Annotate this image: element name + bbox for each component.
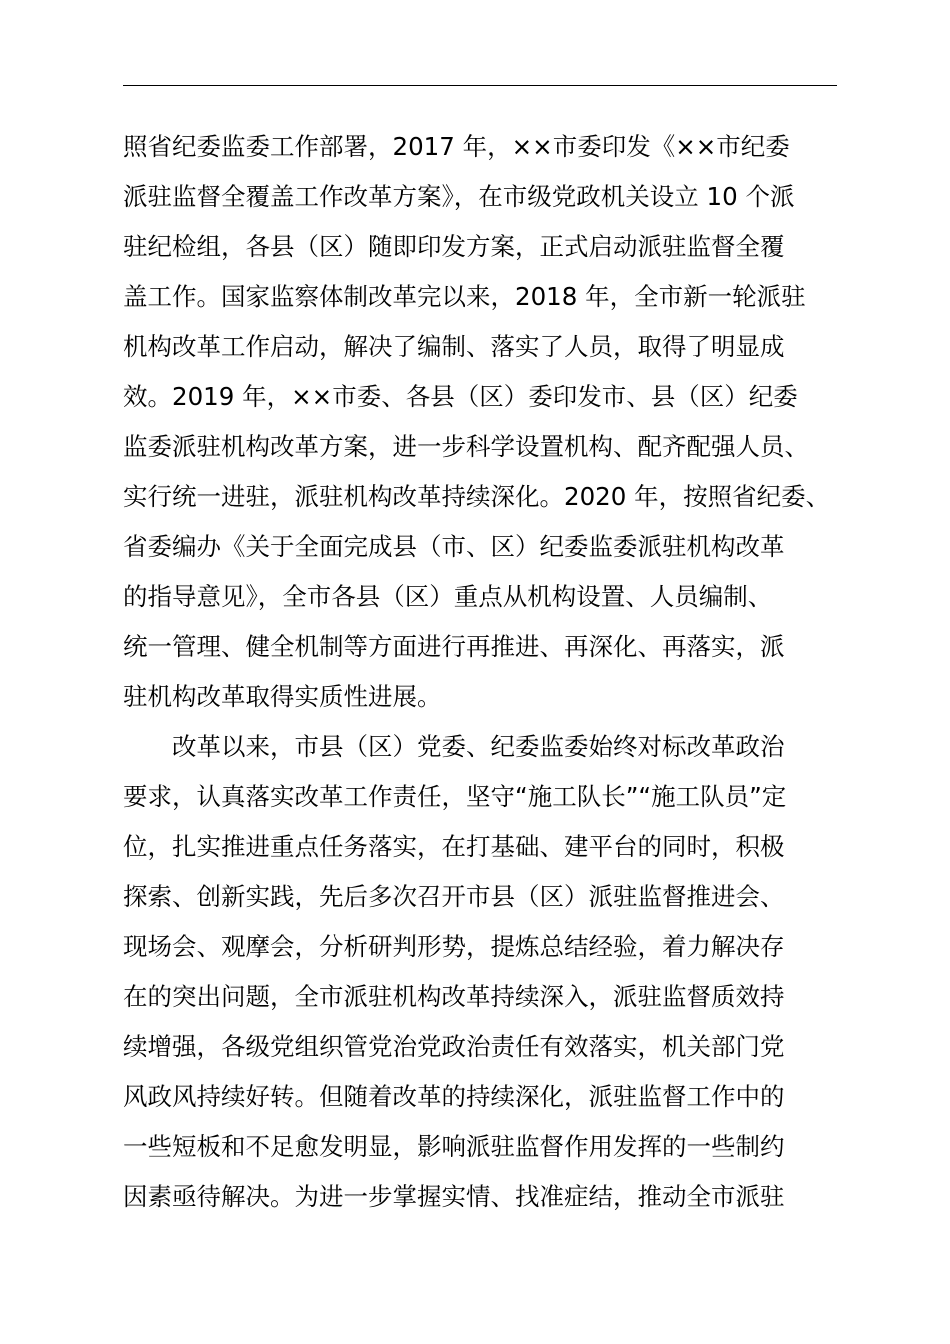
paragraph-2 (123, 722, 843, 1222)
text-line: 监委派驻机构改革方案，进一步科学设置机构、配齐配强人员、 (123, 432, 809, 461)
text-line: 效。2019 年，××市委、各县（区）委印发市、县（区）纪委 (123, 382, 798, 411)
text-line: 续增强，各级党组织管党治党政治责任有效落实，机关部门党 (123, 1032, 785, 1061)
text-line: 一些短板和不足愈发明显，影响派驻监督作用发挥的一些制约 (123, 1132, 785, 1161)
text-line: 风政风持续好转。但随着改革的持续深化，派驻监督工作中的 (123, 1082, 785, 1111)
text-line: 现场会、观摩会，分析研判形势，提炼总结经验，着力解决存 (123, 932, 785, 961)
text-line: 机构改革工作启动，解决了编制、落实了人员，取得了明显成 (123, 332, 785, 361)
text-line-first-indented: 改革以来，市县（区）党委、纪委监委始终对标改革政治 (172, 732, 785, 761)
header-rule (123, 85, 837, 86)
text-line: 探索、创新实践，先后多次召开市县（区）派驻监督推进会、 (123, 882, 785, 911)
text-line: 在的突出问题，全市派驻机构改革持续深入，派驻监督质效持 (123, 982, 785, 1011)
text-line: 的指导意见》，全市各县（区）重点从机构设置、人员编制、 (123, 582, 773, 611)
text-line: 照省纪委监委工作部署，2017 年，××市委印发《××市纪委 (123, 132, 790, 161)
text-line: 统一管理、健全机制等方面进行再推进、再深化、再落实，派 (123, 632, 785, 661)
text-line: 驻纪检组，各县（区）随即印发方案，正式启动派驻监督全覆 (123, 232, 785, 261)
text-line: 位，扎实推进重点任务落实，在打基础、建平台的同时，积极 (123, 832, 785, 861)
text-line: 因素亟待解决。为进一步掌握实情、找准症结，推动全市派驻 (123, 1182, 785, 1211)
text-line: 要求，认真落实改革工作责任，坚守“施工队长”“施工队员”定 (123, 782, 787, 811)
text-line: 实行统一进驻，派驻机构改革持续深化。2020 年，按照省纪委、 (123, 482, 831, 511)
document-body (123, 122, 843, 1222)
text-line: 省委编办《关于全面完成县（市、区）纪委监委派驻机构改革 (123, 532, 785, 561)
text-line: 派驻监督全覆盖工作改革方案》，在市级党政机关设立 10 个派 (123, 182, 795, 211)
text-line: 盖工作。国家监察体制改革完以来，2018 年，全市新一轮派驻 (123, 282, 806, 311)
paragraph-1 (123, 122, 843, 722)
text-line: 驻机构改革取得实质性进展。 (123, 682, 442, 711)
